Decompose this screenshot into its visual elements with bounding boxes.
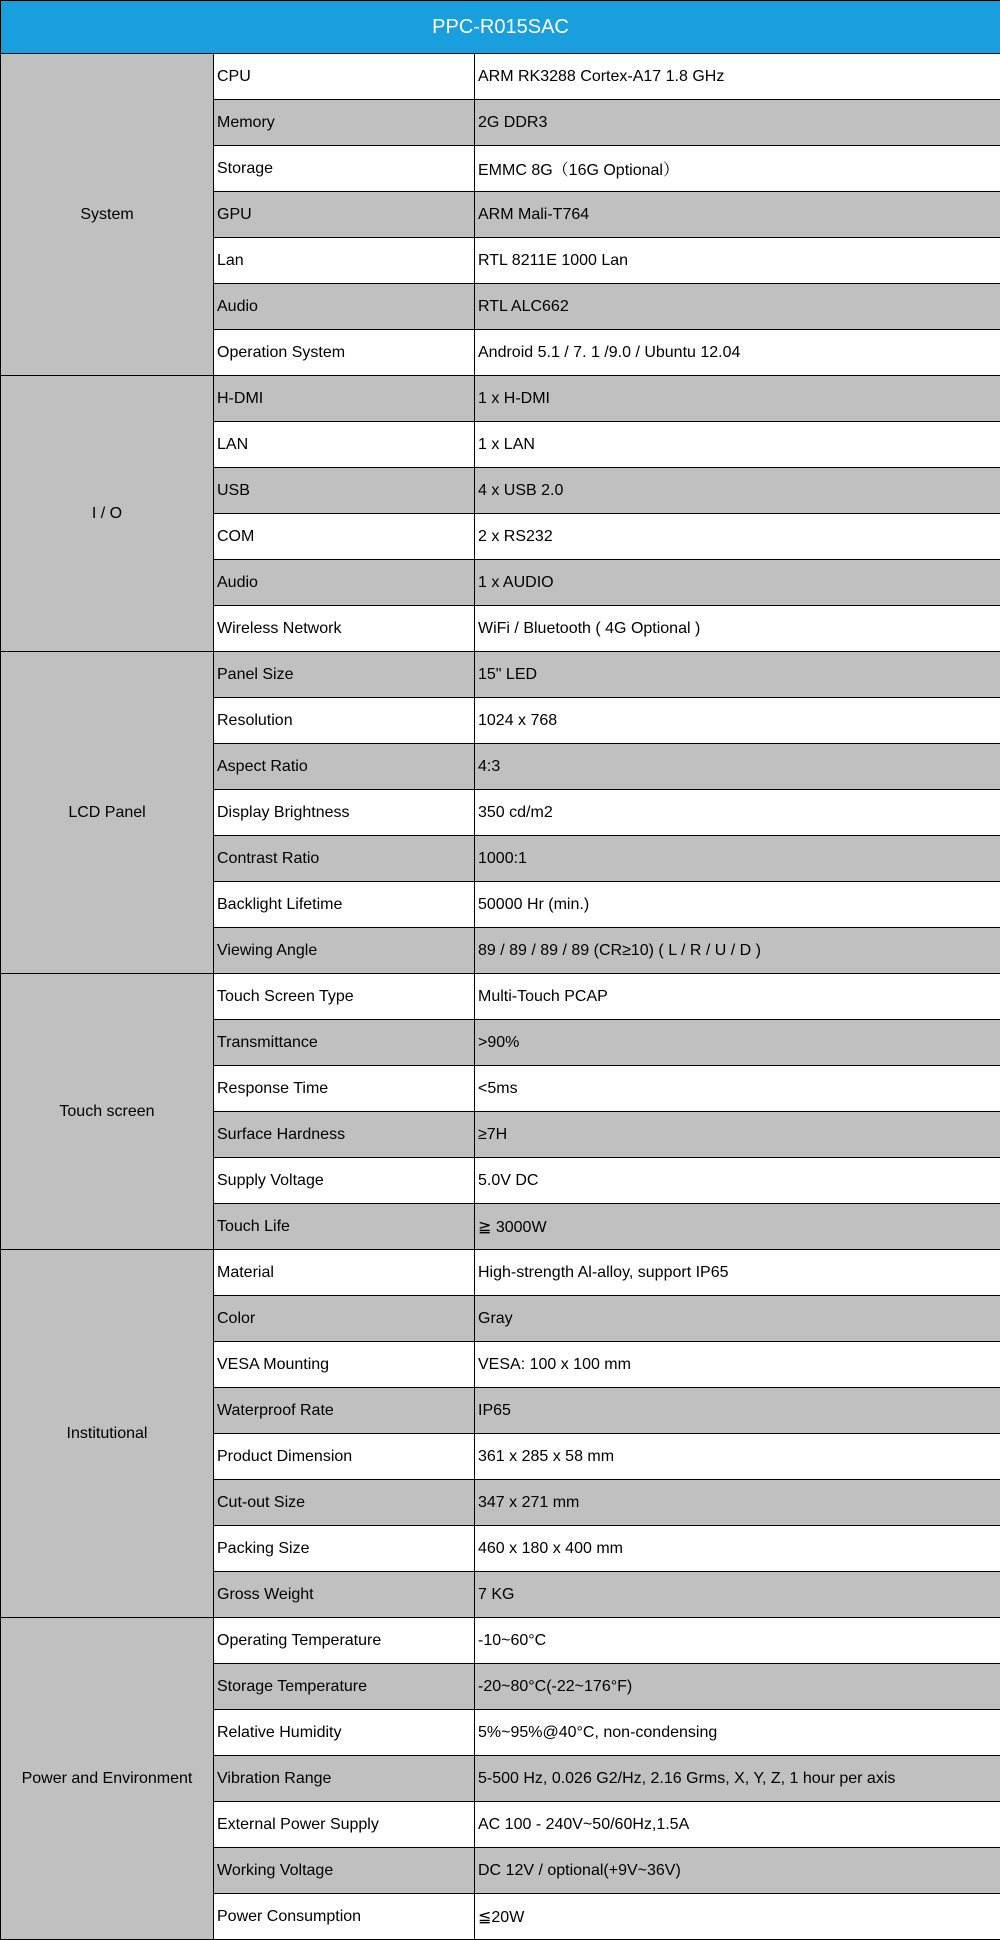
spec-value: >90% xyxy=(475,1020,1000,1066)
spec-label: Material xyxy=(214,1250,475,1296)
spec-value: WiFi / Bluetooth ( 4G Optional ) xyxy=(475,606,1000,652)
spec-label: Contrast Ratio xyxy=(214,836,475,882)
spec-label: Working Voltage xyxy=(214,1848,475,1894)
spec-value: 5-500 Hz, 0.026 G2/Hz, 2.16 Grms, X, Y, Z, 1 hour per axis xyxy=(475,1756,1000,1802)
spec-value: 5.0V DC xyxy=(475,1158,1000,1204)
spec-value: <5ms xyxy=(475,1066,1000,1112)
spec-value: ≥7H xyxy=(475,1112,1000,1158)
spec-label: Storage xyxy=(214,146,475,192)
spec-value: 1 x AUDIO xyxy=(475,560,1000,606)
spec-value: 361 x 285 x 58 mm xyxy=(475,1434,1000,1480)
spec-label: Display Brightness xyxy=(214,790,475,836)
spec-label: LAN xyxy=(214,422,475,468)
spec-label: GPU xyxy=(214,192,475,238)
section-label: Touch screen xyxy=(1,974,214,1250)
spec-label: COM xyxy=(214,514,475,560)
spec-value: 1 x LAN xyxy=(475,422,1000,468)
section-label: LCD Panel xyxy=(1,652,214,974)
spec-value: RTL 8211E 1000 Lan xyxy=(475,238,1000,284)
table-row xyxy=(1,1618,1000,1664)
spec-label: Audio xyxy=(214,560,475,606)
spec-value: -20~80°C(-22~176°F) xyxy=(475,1664,1000,1710)
spec-value: ≧ 3000W xyxy=(475,1204,1000,1250)
spec-value: 347 x 271 mm xyxy=(475,1480,1000,1526)
spec-label: Touch Life xyxy=(214,1204,475,1250)
spec-value: 4:3 xyxy=(475,744,1000,790)
spec-value: 5%~95%@40°C, non-condensing xyxy=(475,1710,1000,1756)
spec-table-body xyxy=(1,54,1000,1940)
spec-value: VESA: 100 x 100 mm xyxy=(475,1342,1000,1388)
spec-label: Relative Humidity xyxy=(214,1710,475,1756)
spec-value: RTL ALC662 xyxy=(475,284,1000,330)
spec-value: 1024 x 768 xyxy=(475,698,1000,744)
spec-value: 50000 Hr (min.) xyxy=(475,882,1000,928)
spec-value: 2 x RS232 xyxy=(475,514,1000,560)
table-row xyxy=(1,376,1000,422)
section-label: System xyxy=(1,54,214,376)
spec-label: Touch Screen Type xyxy=(214,974,475,1020)
spec-label: Operation System xyxy=(214,330,475,376)
section-label: I / O xyxy=(1,376,214,652)
spec-value: AC 100 - 240V~50/60Hz,1.5A xyxy=(475,1802,1000,1848)
spec-value: Android 5.1 / 7. 1 /9.0 / Ubuntu 12.04 xyxy=(475,330,1000,376)
spec-value: 350 cd/m2 xyxy=(475,790,1000,836)
spec-label: Backlight Lifetime xyxy=(214,882,475,928)
spec-value: 89 / 89 / 89 / 89 (CR≥10) ( L / R / U / D ) xyxy=(475,928,1000,974)
table-row xyxy=(1,1250,1000,1296)
spec-label: Cut-out Size xyxy=(214,1480,475,1526)
spec-value: IP65 xyxy=(475,1388,1000,1434)
spec-label: CPU xyxy=(214,54,475,100)
spec-label: Surface Hardness xyxy=(214,1112,475,1158)
spec-label: Gross Weight xyxy=(214,1572,475,1618)
spec-value: Multi-Touch PCAP xyxy=(475,974,1000,1020)
spec-value: 4 x USB 2.0 xyxy=(475,468,1000,514)
spec-label: H-DMI xyxy=(214,376,475,422)
spec-label: Supply Voltage xyxy=(214,1158,475,1204)
spec-label: Panel Size xyxy=(214,652,475,698)
spec-value: 460 x 180 x 400 mm xyxy=(475,1526,1000,1572)
spec-value: ARM Mali-T764 xyxy=(475,192,1000,238)
spec-label: Color xyxy=(214,1296,475,1342)
spec-value: -10~60°C xyxy=(475,1618,1000,1664)
spec-label: Operating Temperature xyxy=(214,1618,475,1664)
spec-label: Product Dimension xyxy=(214,1434,475,1480)
spec-value: ≦20W xyxy=(475,1894,1000,1940)
spec-label: Waterproof Rate xyxy=(214,1388,475,1434)
spec-label: Storage Temperature xyxy=(214,1664,475,1710)
spec-label: Aspect Ratio xyxy=(214,744,475,790)
spec-value: 1 x H-DMI xyxy=(475,376,1000,422)
table-row xyxy=(1,974,1000,1020)
spec-label: Transmittance xyxy=(214,1020,475,1066)
spec-value: 7 KG xyxy=(475,1572,1000,1618)
table-row xyxy=(1,652,1000,698)
table-row xyxy=(1,54,1000,100)
spec-value: Gray xyxy=(475,1296,1000,1342)
spec-value: 15" LED xyxy=(475,652,1000,698)
title-row xyxy=(1,1,1000,54)
spec-label: Vibration Range xyxy=(214,1756,475,1802)
spec-label: External Power Supply xyxy=(214,1802,475,1848)
spec-label: VESA Mounting xyxy=(214,1342,475,1388)
spec-label: Power Consumption xyxy=(214,1894,475,1940)
spec-label: Resolution xyxy=(214,698,475,744)
section-label: Institutional xyxy=(1,1250,214,1618)
spec-label: Memory xyxy=(214,100,475,146)
spec-label: Lan xyxy=(214,238,475,284)
spec-label: Packing Size xyxy=(214,1526,475,1572)
spec-value: 2G DDR3 xyxy=(475,100,1000,146)
spec-value: DC 12V / optional(+9V~36V) xyxy=(475,1848,1000,1894)
spec-label: Audio xyxy=(214,284,475,330)
spec-value: High-strength Al-alloy, support IP65 xyxy=(475,1250,1000,1296)
spec-label: Viewing Angle xyxy=(214,928,475,974)
spec-value: EMMC 8G（16G Optional） xyxy=(475,146,1000,192)
spec-value: 1000:1 xyxy=(475,836,1000,882)
spec-label: Response Time xyxy=(214,1066,475,1112)
spec-label: USB xyxy=(214,468,475,514)
section-label: Power and Environment xyxy=(1,1618,214,1940)
table-title: PPC-R015SAC xyxy=(1,1,1000,54)
spec-value: ARM RK3288 Cortex-A17 1.8 GHz xyxy=(475,54,1000,100)
spec-label: Wireless Network xyxy=(214,606,475,652)
